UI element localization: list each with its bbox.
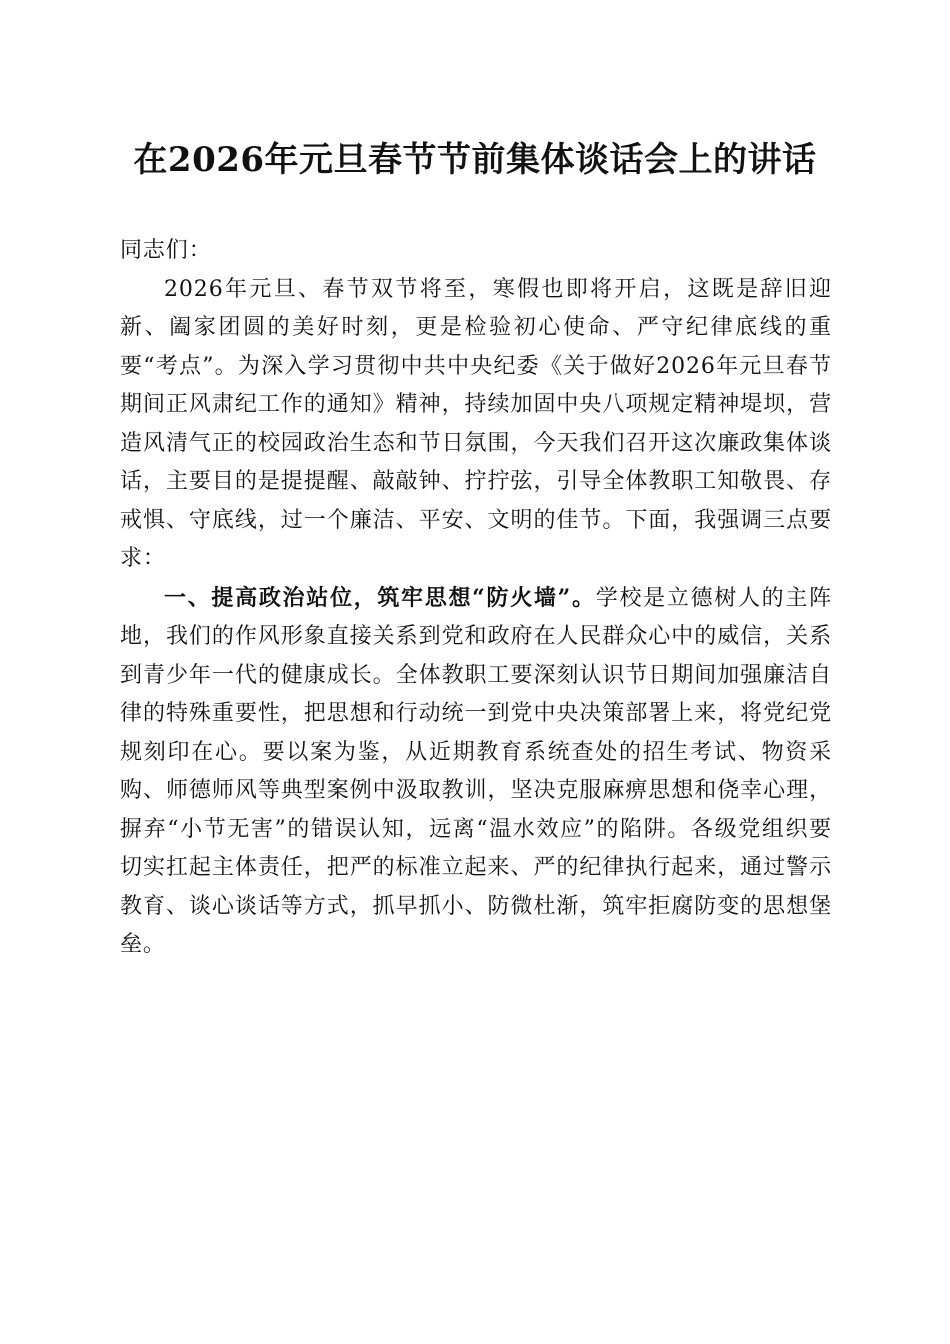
point-one-heading: 一、提高政治站位，筑牢思想“防火墙”。 [164, 584, 596, 611]
paragraph-intro-text: 2026年元旦、春节双节将至，寒假也即将开启，这既是辞旧迎新、阖家团圆的美好时刻，更是检验初心使命、严守纪律底线的重要“考点”。为深入学习贯彻中共中央纪委《关于做好2026年元旦春节期间正风肃纪工作的通知》精神，持续加固中央八项规定精神堤坝，营造风清气正的校园政治生态和节日氛围，今天我们召开这次廉政集体谈话，主要目的是提提醒、敲敲钟、拧拧弦，引导全体教职工知敬畏、存戒惧、守底线，过一个廉洁、平安、文明的佳节。下面，我强调三点要求： [120, 276, 832, 571]
salutation: 同志们： [120, 238, 212, 263]
document-title: 在2026年元旦春节节前集体谈话会上的讲话 [133, 140, 817, 180]
paragraph-intro [120, 271, 832, 579]
point-one-text: 学校是立德树人的主阵地，我们的作风形象直接关系到党和政府在人民群众心中的威信，关系到青少年一代的健康成长。全体教职工要深刻认识节日期间加强廉洁自律的特殊重要性，把思想和行动统一到党中央决策部署上来，将党纪党规刻印在心。要以案为鉴，从近期教育系统查处的招生考试、物资采购、师德师风等典型案例中汲取教训，坚决克服麻痹思想和侥幸心理，摒弃“小节无害”的错误认知，远离“温水效应”的陷阱。各级党组织要切实扛起主体责任，把严的标准立起来、严的纪律执行起来，通过警示教育、谈心谈话等方式，抓早抓小、防微杜渐，筑牢拒腐防变的思想堡垒。 [120, 585, 832, 957]
paragraph-point-one [120, 579, 832, 965]
document-body [120, 232, 832, 965]
